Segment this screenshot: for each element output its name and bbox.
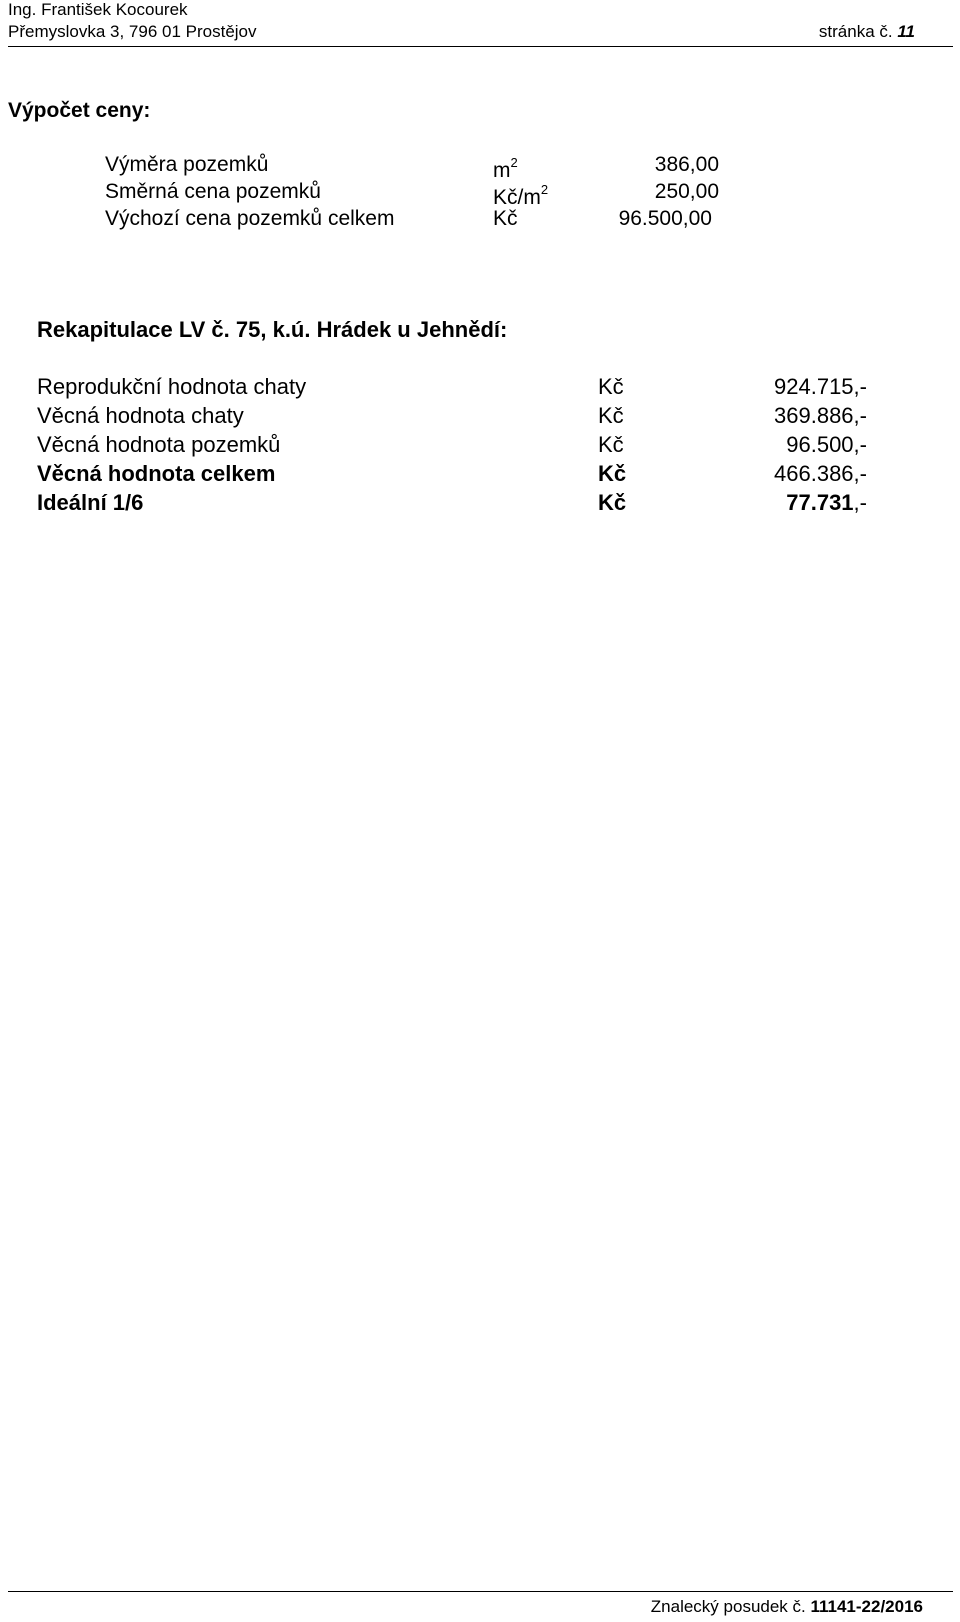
recap-row [37,431,877,459]
footer-divider [8,1591,953,1592]
row-unit: Kč [598,490,627,515]
row-unit: $Kč/m^2$ [493,182,549,209]
price-calc-row [105,152,725,182]
row-label: Věcná hodnota chaty [37,403,244,428]
author-address: Přemyslovka 3, 796 01 Prostějov [8,22,257,41]
page-indicator [819,22,915,42]
recap-row-share [37,489,877,517]
recap-heading: Rekapitulace LV č. 75, k.ú. Hrádek u Jehnědí: [37,317,508,342]
row-unit: Kč [493,207,518,230]
footer-number: 11141-22/2016 [810,1597,923,1616]
row-unit: $m^2$ [493,155,518,182]
row-value: 924.715,- [774,374,867,399]
row-value: 386,00 [654,153,719,176]
row-label: Výměra pozemků [105,153,269,176]
row-value: 77.731,- [786,490,867,515]
row-label: Výchozí cena pozemků celkem [105,207,395,230]
page-number: 11 [897,22,915,41]
row-label: Ideální 1/6 [37,490,144,515]
price-calc-row [105,179,725,209]
row-label: Věcná hodnota celkem [37,461,276,486]
row-unit: Kč [598,403,624,428]
price-calc-row [105,206,725,232]
recap-row [37,402,877,430]
row-value: 250,00 [654,180,719,203]
price-calc-heading: Výpočet ceny: [8,99,151,122]
recap-row-total [37,460,877,488]
row-unit: Kč [598,374,624,399]
recap-row [37,373,877,401]
row-unit: Kč [598,432,624,457]
row-value: 466.386,- [774,461,867,486]
header-divider [8,46,953,47]
row-value: 96.500,- [786,432,867,457]
row-label: Reprodukční hodnota chaty [37,374,307,399]
row-value: 369.886,- [774,403,867,428]
row-unit: Kč [598,461,627,486]
footer-report-number [651,1597,923,1617]
page-label: stránka č. [818,22,898,41]
row-label: Směrná cena pozemků [105,180,321,203]
row-label: Věcná hodnota pozemků [37,432,281,457]
footer-label: Znalecký posudek č. [650,1597,811,1616]
row-value: 96.500,00 [618,207,712,230]
author-name: Ing. František Kocourek [8,0,188,19]
